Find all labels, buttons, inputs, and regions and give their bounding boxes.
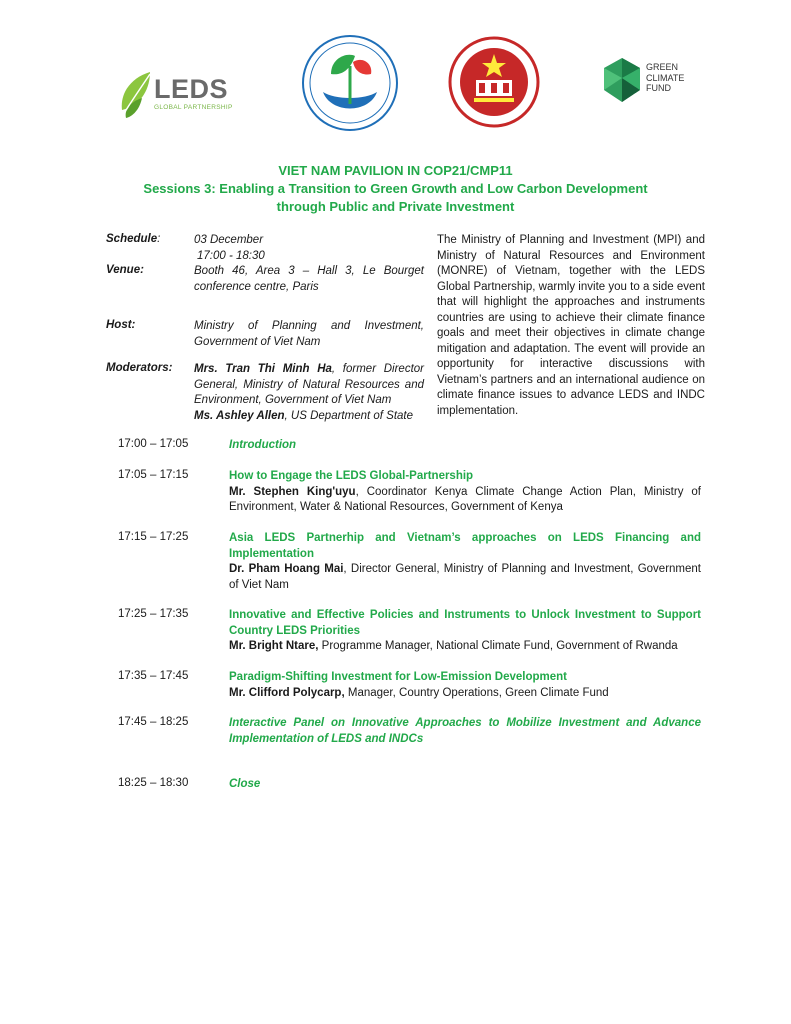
schedule-label: Schedule: [106,233,161,245]
agenda-title: How to Engage the LEDS Global-Partnership [229,470,474,482]
moderator-2-name: Ms. Ashley Allen [194,409,285,422]
agenda-time: 18:25 – 18:30 [118,777,189,789]
host-label: Host: [106,319,136,331]
gcf-logo-text: GREEN CLIMATE FUND [646,62,685,93]
moderators-label: Moderators: [106,362,173,374]
speaker-name: Dr. Pham Hoang Mai [229,563,344,575]
agenda-title: Paradigm-Shifting Investment for Low-Emission Development [229,671,568,683]
monre-logo [301,34,399,132]
intro-paragraph: The Ministry of Planning and Investment (MPI) and Ministry of Natural Resources and Environment (MONRE) of Vietnam, together with the LEDS Global Partnership, warmly invite you to a side event that will highlight the approaches and instruments countries are using to achieve their climate finance goals and meet their objectives in climate change mitigation and adaptation. The event will provide an opportunity for interactive discussions with Vietnam’s partners and an international audience on climate finance issues to advance LEDS and INDC implementation. [437,234,705,417]
speaker-role: , Director General, Ministry of Planning and Investment, Government of Viet Nam [229,563,701,591]
venue-label: Venue: [106,264,144,276]
speaker-name: Mr. Bright Ntare, [229,640,319,652]
gcf-logo [600,54,700,118]
agenda-time: 17:05 – 17:15 [118,469,189,481]
speaker-role: Manager, Country Operations, Green Climate Fund [344,686,609,699]
speaker-name: Mr. Clifford Polycarp, [229,686,345,699]
leds-logo [116,66,234,124]
agenda-title: Asia LEDS Partnerhip and Vietnam’s approaches on LEDS Financing and Implementation [229,532,701,560]
moderator-2-role: , US Department of State [284,409,414,422]
schedule-value: 03 December 17:00 - 18:30 [194,234,265,262]
agenda-time: 17:45 – 18:25 [118,716,189,728]
leds-logo-subtitle: GLOBAL PARTNERSHIP [154,104,233,111]
moderator-1-role: , former Director General, Ministry of Natural Resources and Environment, Government of Viet Nam [194,363,424,406]
host-value: Ministry of Planning and Investment, Government of Viet Nam [194,320,424,348]
agenda-title: Close [229,778,261,790]
agenda-time: 17:35 – 17:45 [118,670,189,682]
agenda-time: 17:00 – 17:05 [118,438,189,450]
moderators-value [194,362,424,424]
moderator-1-name: Mrs. Tran Thi Minh Ha [194,363,332,375]
speaker-role: Programme Manager, National Climate Fund, Government of Rwanda [318,640,678,652]
agenda-title: Innovative and Effective Policies and Instruments to Unlock Investment to Support Country LEDS Priorities [229,609,701,637]
mpi-logo [448,36,540,128]
speaker-name: Mr. Stephen King'uyu [229,485,356,498]
speaker-role: , Coordinator Kenya Climate Change Action Plan, Ministry of Environment, Water & National Resources, Government of Kenya [229,485,701,513]
agenda-time: 17:25 – 17:35 [118,608,189,620]
venue-value: Booth 46, Area 3 – Hall 3, Le Bourget conference centre, Paris [194,265,424,293]
leds-logo-word: LEDS [154,74,229,104]
session-title: Sessions 3: Enabling a Transition to Green Growth and Low Carbon Development [143,181,648,196]
agenda-time: 17:15 – 17:25 [118,531,189,543]
pavilion-title: VIET NAM PAVILION IN COP21/CMP11 [278,163,513,178]
session-subtitle: through Public and Private Investment [276,199,515,214]
agenda-title: Introduction [229,439,297,451]
agenda-title: Interactive Panel on Innovative Approaches to Mobilize Investment and Advance Implementation of LEDS and INDCs [229,717,701,745]
